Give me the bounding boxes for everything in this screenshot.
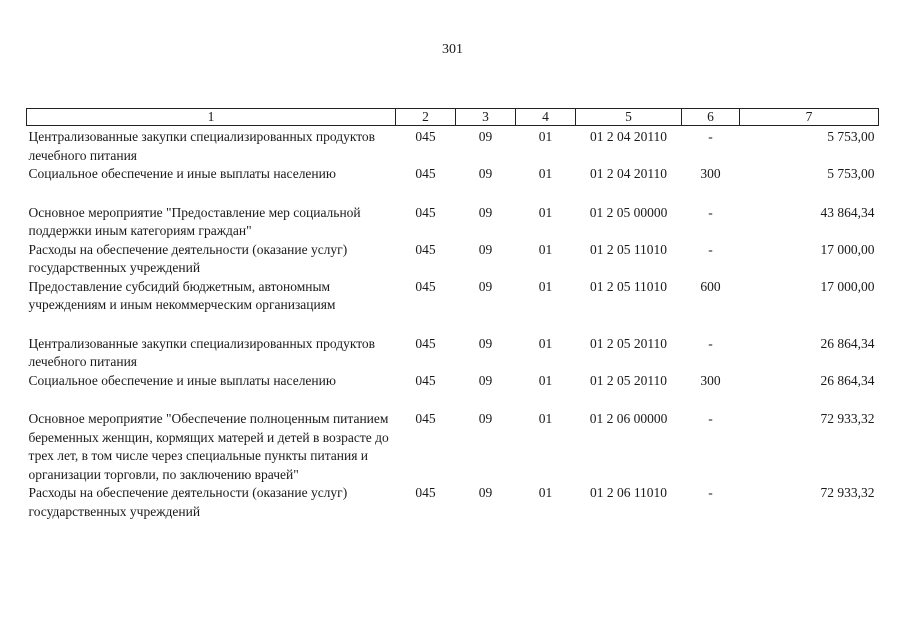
row-target: 01 2 04 20110 — [589, 166, 668, 181]
header-cell-4: 4 — [516, 109, 576, 126]
row-target: 01 2 05 00000 — [589, 204, 668, 220]
row-amount: 26 864,34 — [820, 335, 875, 351]
row-amount: 5 753,00 — [827, 129, 875, 144]
header-cell-7: 7 — [740, 109, 879, 126]
header-cell-5: 5 — [576, 109, 682, 126]
row-subsection: 01 — [538, 411, 553, 426]
row-vr: - — [708, 204, 713, 220]
row-name: Предоставление субсидий бюджетным, автономным учреждениям и иным некоммерческим организациям — [28, 278, 336, 312]
row-code: 045 — [415, 335, 436, 351]
row-code: 045 — [415, 278, 436, 294]
table-row — [27, 165, 879, 184]
row-vr: - — [708, 411, 713, 426]
row-target: 01 2 05 20110 — [589, 372, 668, 388]
table-row — [27, 278, 879, 315]
row-subsection: 01 — [538, 372, 553, 388]
row-name: Расходы на обеспечение деятельности (оказание услуг) государственных учреждений — [28, 485, 348, 519]
budget-table — [26, 108, 879, 521]
row-amount: 26 864,34 — [820, 372, 875, 388]
row-vr: - — [708, 129, 713, 144]
row-vr: 300 — [700, 166, 721, 181]
row-vr: - — [708, 485, 713, 500]
row-code: 045 — [415, 204, 436, 220]
table-row — [27, 241, 879, 278]
header-cell-1: 1 — [27, 109, 396, 126]
row-code: 045 — [415, 241, 436, 257]
row-name: Расходы на обеспечение деятельности (оказание услуг) государственных учреждений — [28, 241, 348, 275]
table-row — [27, 390, 879, 484]
row-section: 09 — [478, 166, 493, 181]
table-row — [27, 126, 879, 166]
row-target: 01 2 04 20110 — [589, 129, 668, 144]
table-row — [27, 184, 879, 241]
header-cell-3: 3 — [456, 109, 516, 126]
row-name: Социальное обеспечение и иные выплаты населению — [28, 372, 336, 388]
row-section: 09 — [478, 485, 493, 500]
row-section: 09 — [478, 411, 493, 426]
row-target: 01 2 06 00000 — [589, 411, 668, 426]
row-name: Основное мероприятие "Предоставление мер социальной поддержки иным категориям граждан" — [28, 204, 361, 238]
header-cell-6: 6 — [682, 109, 740, 126]
row-amount: 72 933,32 — [820, 411, 875, 426]
row-code: 045 — [415, 485, 436, 500]
row-subsection: 01 — [538, 129, 553, 144]
row-subsection: 01 — [538, 241, 553, 257]
row-section: 09 — [478, 372, 493, 388]
row-subsection: 01 — [538, 204, 553, 220]
row-code: 045 — [415, 129, 436, 144]
header-cell-2: 2 — [396, 109, 456, 126]
row-section: 09 — [478, 278, 493, 294]
row-section: 09 — [478, 129, 493, 144]
row-target: 01 2 05 11010 — [589, 241, 668, 257]
row-subsection: 01 — [538, 166, 553, 181]
row-amount: 72 933,32 — [820, 485, 875, 500]
row-subsection: 01 — [538, 278, 553, 294]
row-amount: 17 000,00 — [820, 241, 875, 257]
header-row — [27, 109, 879, 126]
row-vr: - — [708, 241, 713, 257]
table-row — [27, 372, 879, 391]
row-vr: - — [708, 335, 713, 351]
row-name: Централизованные закупки специализированных продуктов лечебного питания — [28, 335, 376, 369]
row-section: 09 — [478, 241, 493, 257]
row-name: Централизованные закупки специализированных продуктов лечебного питания — [28, 129, 376, 163]
row-subsection: 01 — [538, 485, 553, 500]
row-target: 01 2 05 20110 — [589, 335, 668, 351]
row-name: Основное мероприятие "Обеспечение полноценным питанием беременных женщин, кормящих матерей и детей в возрасте до трех лет, в том числе через специальные пункты питания и организации торговли, по заключению врачей" — [28, 411, 389, 482]
row-subsection: 01 — [538, 335, 553, 351]
row-target: 01 2 06 11010 — [589, 485, 668, 500]
row-section: 09 — [478, 335, 493, 351]
row-name: Социальное обеспечение и иные выплаты населению — [28, 166, 336, 181]
table-row — [27, 315, 879, 372]
row-vr: 300 — [700, 372, 721, 388]
table-row — [27, 484, 879, 521]
row-code: 045 — [415, 166, 436, 181]
row-amount: 17 000,00 — [820, 278, 875, 294]
row-amount: 5 753,00 — [827, 166, 875, 181]
row-code: 045 — [415, 372, 436, 388]
row-section: 09 — [478, 204, 493, 220]
row-amount: 43 864,34 — [820, 204, 875, 220]
row-target: 01 2 05 11010 — [589, 278, 668, 294]
page-number: 301 — [442, 42, 463, 57]
row-code: 045 — [415, 411, 436, 426]
row-vr: 600 — [700, 278, 721, 294]
